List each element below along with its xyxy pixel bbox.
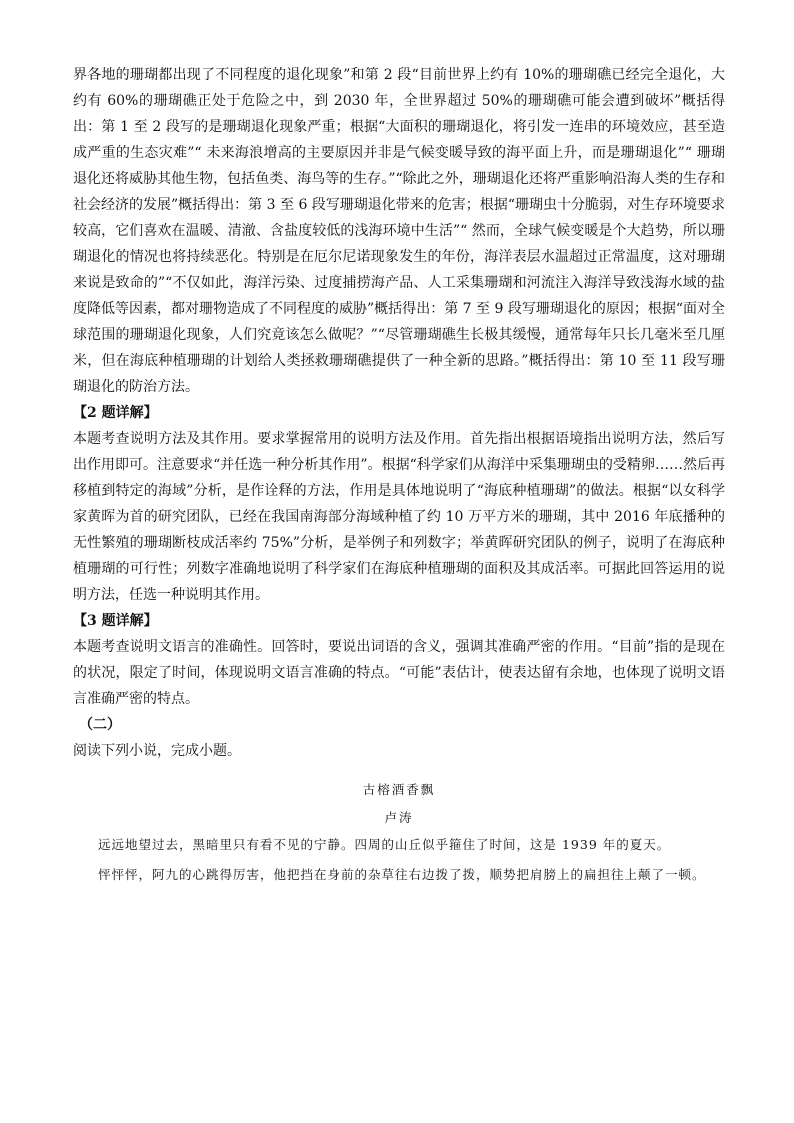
story-author: 卢涛 xyxy=(384,810,414,825)
story-paragraph-2: 怦怦怦，阿九的心跳得厉害，他把挡在身前的杂草往右边拨了拨，顺势把肩膀上的扁担往上颠了一顿。 xyxy=(98,867,706,882)
section-label: （二） xyxy=(79,717,121,733)
story-title: 古榕酒香飘 xyxy=(362,782,436,797)
story-paragraph-1: 远远地望过去，黑暗里只有看不见的宁静。四周的山丘似乎箍住了时间，这是 1939 年的夏天。 xyxy=(98,837,671,852)
question-2-heading: 【2 题详解】 xyxy=(73,405,158,421)
analysis-paragraph-3: 本题考查说明文语言的准确性。回答时，要说出词语的含义，强调其准确严密的作用。“目前”指的是现在的状况，限定了时间，体现说明文语言准确的特点。“可能”表估计，使表达留有余地，也体现了说明文语言准确严密的特点。 xyxy=(73,639,725,707)
section-instruction: 阅读下列小说，完成小题。 xyxy=(73,743,241,759)
document-content xyxy=(73,62,725,890)
analysis-paragraph-2: 本题考查说明方法及其作用。要求掌握常用的说明方法及作用。首先指出根据语境指出说明方法，然后写出作用即可。注意要求“并任选一种分析其作用”。根据“科学家们从海洋中采集珊瑚虫的受精卵……然后再移植到特定的海域”分析，是作诠释的方法，作用是具体地说明了“海底种植珊瑚”的做法。根据“以女科学家黄晖为首的研究团队，已经在我国南海部分海域种植了约 10 万平方米的珊瑚，其中 2016 年底播种的无性繁殖的珊瑚断枝成活率约 75%”分析，是举例子和列数字；举黄晖研究团队的例子，说明了在海底种植珊瑚的可行性；列数字准确地说明了科学家们在海底种植珊瑚的面积及其成活率。可据此回答运用的说明方法，任选一种说明其作用。 xyxy=(73,431,725,603)
analysis-paragraph-1: 界各地的珊瑚都出现了不同程度的退化现象”和第 2 段“目前世界上约有 10%的珊瑚礁已经完全退化，大约有 60%的珊瑚礁正处于危险之中，到 2030 年，全世界超过 50%的珊瑚礁可能会遭到破坏”概括得出：第 1 至 2 段写的是珊瑚退化现象严重；根据“大面积的珊瑚退化，将引发一连串的环境效应，甚至造成严重的生态灾难”“ 未来海浪增高的主要原因并非是气候变暖导致的海平面上升，而是珊瑚退化”“ 珊瑚退化还将威胁其他生物，包括鱼类、海鸟等的生存。”“除此之外，珊瑚退化还将严重影响沿海人类的生存和社会经济的发展”概括得出：第 3 至 6 段写珊瑚退化带来的危害；根据“珊瑚虫十分脆弱，对生存环境要求较高，它们喜欢在温暖、清澈、含盐度较低的浅海环境中生活”“ 然而，全球气候变暖是个大趋势，所以珊瑚退化的情况也将持续恶化。特别是在厄尔尼诺现象发生的年份，海洋表层水温超过正常温度，这对珊瑚来说是致命的”“不仅如此，海洋污染、过度捕捞海产品、人工采集珊瑚和河流注入海洋导致浅海水域的盐度降低等因素，都对珊物造成了不同程度的威胁”概括得出：第 7 至 9 段写珊瑚退化的原因；根据“面对全球范围的珊瑚退化现象，人们究竟该怎么做呢？”“尽管珊瑚礁生长极其缓慢，通常每年只长几毫米至几厘米，但在海底种植珊瑚的计划给人类拯救珊瑚礁提供了一种全新的思路。”概括得出：第 10 至 11 段写珊瑚退化的防治方法。 xyxy=(73,67,725,395)
question-3-heading: 【3 题详解】 xyxy=(73,613,158,629)
